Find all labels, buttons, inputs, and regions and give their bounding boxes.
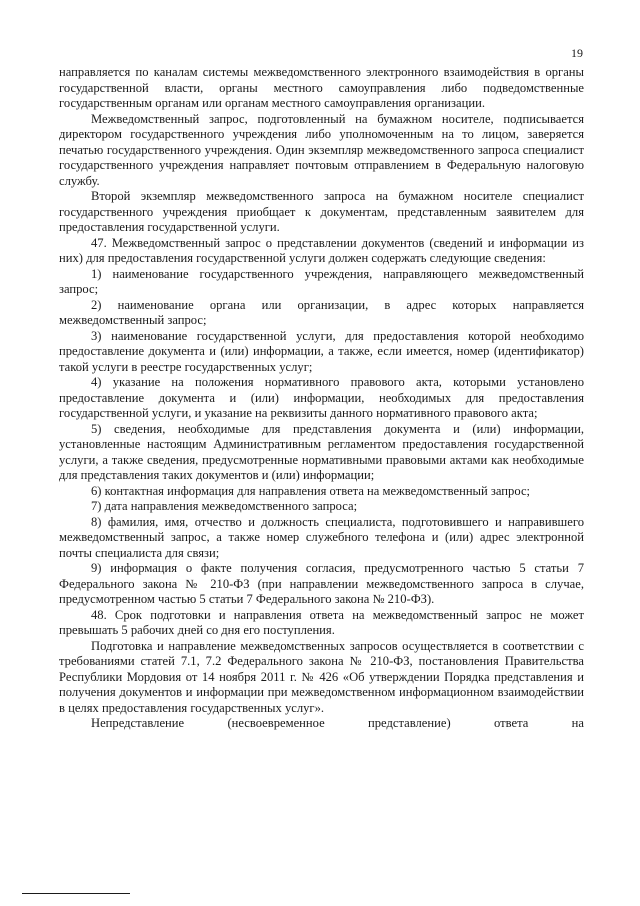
paragraph: 3) наименование государственной услуги, для предоставления которой необходимо предоставление документа и (или) информации, а также, если имеется, номер (идентификатор) такой услуги в реестре государственных услуг; (59, 328, 584, 374)
paragraph: Второй экземпляр межведомственного запроса на бумажном носителе специалист государственного учреждения приобщает к документам, представленным заявителем для предоставления государственной услуги. (59, 189, 584, 234)
paragraph: 8) фамилия, имя, отчество и должность специалиста, подготовившего и направившего межведомственный запрос, а также номер служебного телефона и (или) адрес электронной почты специалиста для связи; (59, 514, 584, 560)
paragraph: Межведомственный запрос, подготовленный на бумажном носителе, подписывается директором государственного учреждения либо уполномоченным на то лицом, заверяется печатью государственного учреждения. Один экземпляр межведомственного запроса специалист государственного учреждения направляет почтовым отправлением в Федеральную налоговую службу. (59, 111, 584, 188)
paragraph: 7) дата направления межведомственного запроса; (91, 499, 358, 513)
paragraph: 9) информация о факте получения согласия, предусмотренного частью 5 статьи 7 Федерального закона № 210-ФЗ (при направлении межведомственного запроса в случае, предусмотренном частью 5 статьи 7 Федерального закона № 210-ФЗ). (59, 561, 584, 606)
paragraph: 5) сведения, необходимые для представления документа и (или) информации, установленные настоящим Административным регламентом предоставления государственной услуги, а также сведения, предусмотренные нормативными правовыми актами как необходимые для представления таких документов и (или) информации; (59, 421, 584, 482)
footnote-separator (22, 893, 130, 894)
paragraph: 1) наименование государственного учреждения, направляющего межведомственный запрос; (59, 266, 584, 296)
page-body (59, 65, 584, 732)
paragraph: Подготовка и направление межведомственных запросов осуществляется в соответствии с требованиями статей 7.1, 7.2 Федерального закона № 210-ФЗ, постановления Правительства Республики Мордовия от 14 ноября 2011 г. № 426 «Об утверждении Порядка представления и получения документов и информации при межведомственном информационном взаимодействии в целях предоставления государственных услуг». (59, 638, 584, 715)
paragraph: Непредставление (несвоевременное представление) ответа на (91, 716, 584, 730)
paragraph: 4) указание на положения нормативного правового акта, которыми установлено предоставление документа и (или) информации, необходимых для предоставления государственной услуги, и указание на реквизиты данного нормативного правового акта; (59, 375, 584, 420)
paragraph: 2) наименование органа или организации, в адрес которых направляется межведомственный запрос; (59, 297, 584, 327)
page-number: 19 (571, 46, 583, 60)
paragraph: 48. Срок подготовки и направления ответа на межведомственный запрос не может превышать 5 рабочих дней со дня его поступления. (59, 607, 584, 637)
paragraph: направляется по каналам системы межведомственного электронного взаимодействия в органы государственной власти, органы местного самоуправления либо подведомственные государственным органам или органам местного самоуправления организации. (59, 65, 584, 110)
paragraph: 6) контактная информация для направления ответа на межведомственный запрос; (91, 483, 531, 498)
paragraph: 47. Межведомственный запрос о представлении документов (сведений и информации из них) для предоставления государственной услуги должен содержать следующие сведения: (59, 235, 584, 265)
